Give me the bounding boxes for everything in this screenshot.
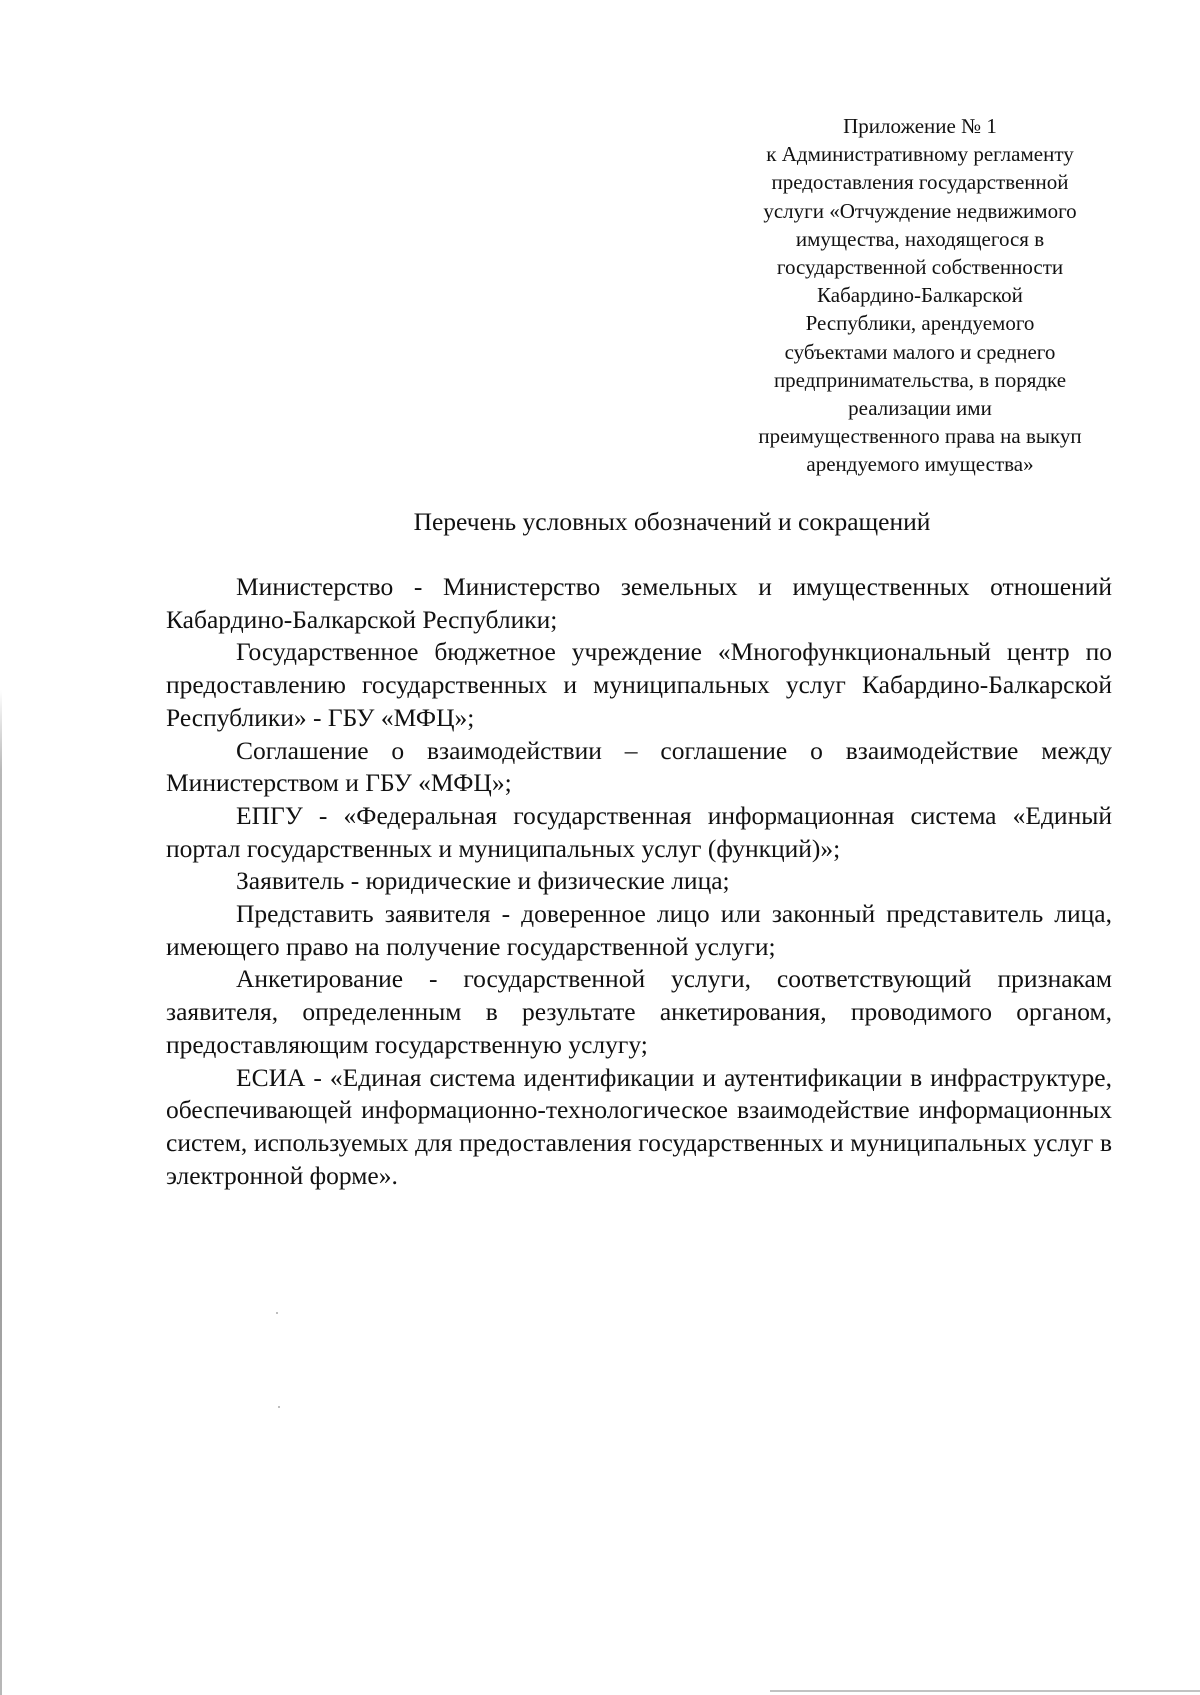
attachment-line: Кабардино-Балкарской xyxy=(817,283,1023,308)
definitions-list xyxy=(166,571,1112,1192)
attachment-line: государственной собственности xyxy=(776,255,1064,280)
scan-edge-left xyxy=(0,690,2,1695)
scan-edge-bottom xyxy=(770,1690,1200,1692)
attachment-line: арендуемого имущества» xyxy=(806,452,1034,477)
attachment-line: предпринимательства, в порядке xyxy=(773,367,1067,392)
definition-paragraph: Анкетирование - государственной услуги, соответствующий признакам заявителя, определенным в результате анкетирования, проводимого органом, предоставляющим государственную услугу; xyxy=(166,964,1112,1059)
definition-paragraph: ЕСИА - «Единая система идентификации и аутентификации в инфраструктуре, обеспечивающей информационно-технологическое взаимодействие информационных систем, используемых для предоставления государственных и муниципальных услуг в электронной форме». xyxy=(166,1062,1112,1190)
attachment-line: Приложение № 1 xyxy=(843,114,997,138)
scan-speck xyxy=(276,1312,278,1314)
definition-paragraph: Заявитель - юридические и физические лица; xyxy=(236,866,730,896)
attachment-header xyxy=(720,112,1120,479)
attachment-line: услуги «Отчуждение недвижимого xyxy=(763,198,1077,223)
attachment-line: имущества, находящегося в xyxy=(795,226,1045,251)
definition-paragraph: Представить заявителя - доверенное лицо или законный представитель лица, имеющего право на получение государственной услуги; xyxy=(166,899,1112,961)
attachment-line: преимущественного права на выкуп xyxy=(758,424,1082,449)
definition-paragraph: Государственное бюджетное учреждение «Многофункциональный центр по предоставлению государственных и муниципальных услуг Кабардино-Балкарской Республики» - ГБУ «МФЦ»; xyxy=(166,637,1112,732)
definition-paragraph: ЕПГУ - «Федеральная государственная информационная система «Единый портал государственных и муниципальных услуг (функций)»; xyxy=(166,800,1112,863)
document-title: Перечень условных обозначений и сокращений xyxy=(413,507,931,536)
attachment-line: к Административному регламенту xyxy=(766,142,1074,167)
definition-paragraph: Министерство - Министерство земельных и имущественных отношений Кабардино-Балкарской Республики; xyxy=(166,572,1112,634)
scan-speck xyxy=(278,1406,280,1408)
definition-paragraph: Соглашение о взаимодействии – соглашение о взаимодействие между Министерством и ГБУ «МФЦ»; xyxy=(166,735,1112,798)
attachment-line: Республики, арендуемого xyxy=(805,311,1035,336)
attachment-line: реализации ими xyxy=(848,396,992,421)
attachment-line: субъектами малого и среднего xyxy=(784,339,1056,364)
attachment-line: предоставления государственной xyxy=(771,170,1069,195)
